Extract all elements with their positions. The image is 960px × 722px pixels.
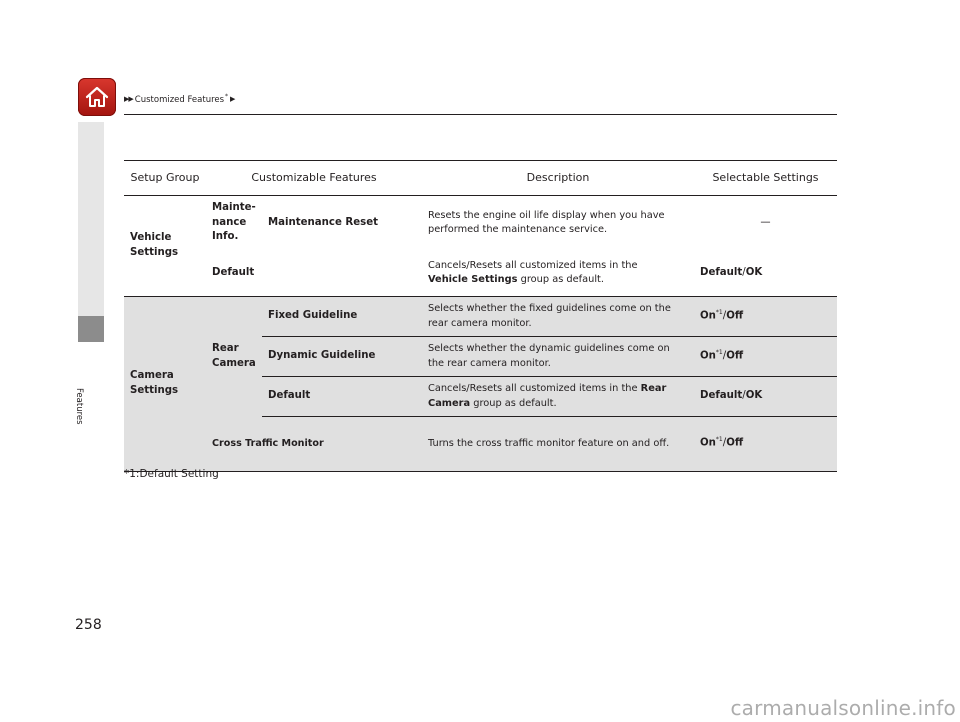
header-customizable-features: Customizable Features (206, 161, 422, 196)
description-cross-traffic-monitor: Turns the cross traffic monitor feature on and off. (422, 417, 694, 472)
feature-camera-default: Default (262, 377, 422, 417)
header-description: Description (422, 161, 694, 196)
customized-features-table (124, 160, 837, 472)
section-tab[interactable] (78, 316, 104, 342)
setting-camera-default: Default/OK (694, 377, 837, 417)
feature-vehicle-default: Default (206, 250, 422, 297)
setting-maintenance-reset: — (760, 216, 771, 228)
group-vehicle-settings: Vehicle Settings (124, 196, 206, 297)
group-camera-settings: Camera Settings (124, 297, 206, 472)
description-maintenance-reset: Resets the engine oil life display when you have performed the maintenance service. (428, 209, 665, 235)
description-fixed-guideline: Selects whether the fixed guidelines come on the rear camera monitor. (422, 297, 694, 337)
setting-vehicle-default: Default/OK (694, 250, 837, 297)
home-button[interactable] (78, 78, 116, 116)
page-number: 258 (75, 617, 102, 633)
breadcrumb-arrows: ▶▶ (124, 94, 133, 103)
description-camera-default: Cancels/Resets all customized items in the Rear Camera group as default. (422, 377, 694, 417)
breadcrumb (124, 93, 234, 105)
table-row (124, 250, 837, 297)
feature-maintenance-reset: Maintenance Reset (268, 216, 379, 228)
table-row (124, 297, 837, 337)
section-label: Features (74, 388, 84, 425)
description-vehicle-default: Cancels/Resets all customized items in the Vehicle Settings group as default. (422, 250, 694, 297)
home-icon (84, 85, 110, 109)
header-selectable-settings: Selectable Settings (694, 161, 837, 196)
setting-fixed-guideline: On$^{*1}$/Off (694, 297, 837, 337)
setting-dynamic-guideline: On$^{*1}$/Off (694, 337, 837, 377)
feature-cross-traffic-monitor: Cross Traffic Monitor (206, 417, 422, 472)
breadcrumb-link[interactable]: Customized Features* (134, 93, 229, 105)
setting-cross-traffic-monitor: On$^{*1}$/Off (694, 417, 837, 472)
table-header-row (124, 161, 837, 196)
subgroup-rear-camera: Rear Camera (206, 297, 262, 417)
feature-fixed-guideline: Fixed Guideline (262, 297, 422, 337)
subgroup-maintenance-info: Mainte- nance Info. (212, 201, 256, 243)
table-row (124, 196, 837, 251)
table-row (124, 417, 837, 472)
header-setup-group: Setup Group (124, 161, 206, 196)
breadcrumb-end-arrow: ▶ (230, 94, 235, 103)
feature-dynamic-guideline: Dynamic Guideline (262, 337, 422, 377)
header-divider (124, 114, 837, 115)
description-dynamic-guideline: Selects whether the dynamic guidelines come on the rear camera monitor. (422, 337, 694, 377)
footnote: *1:Default Setting (124, 468, 219, 480)
watermark: carmanualsonline.info (730, 696, 956, 720)
side-strip (78, 122, 104, 316)
